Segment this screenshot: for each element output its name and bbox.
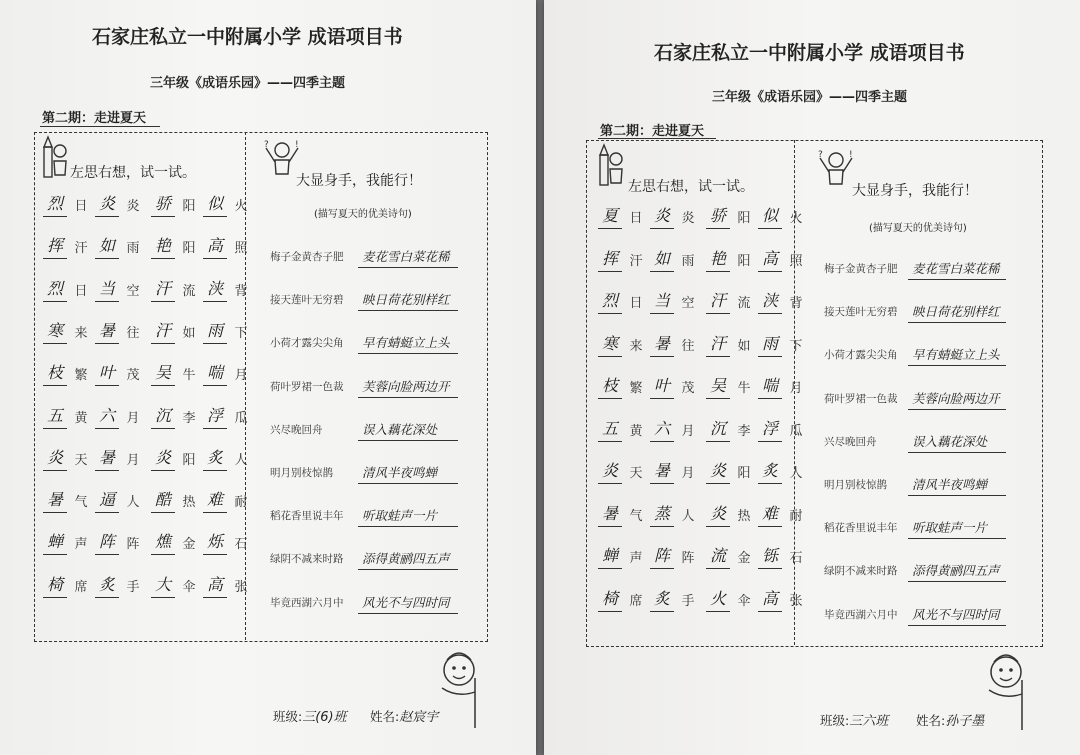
poem-row bbox=[544, 429, 1080, 453]
handwritten-char: 沉 bbox=[709, 418, 726, 438]
handwritten-char: 汗 bbox=[154, 278, 171, 298]
poem-answer: 听取蛙声一片 bbox=[362, 508, 438, 524]
poem-answer: 误入藕花深处 bbox=[912, 433, 988, 449]
handwritten-char: 骄 bbox=[709, 206, 726, 225]
handwritten-char: 烁 bbox=[206, 532, 223, 552]
printed-char: 茂 bbox=[126, 368, 140, 384]
printed-char: 月 bbox=[126, 452, 140, 468]
printed-char: 繁 bbox=[629, 381, 643, 396]
poem-underline bbox=[358, 397, 458, 398]
poem-first-line: 接天莲叶无穷碧 bbox=[824, 306, 898, 319]
poem-row bbox=[544, 602, 1080, 626]
poem-row bbox=[0, 503, 536, 527]
handwritten-char: 挥 bbox=[46, 236, 63, 256]
printed-char: 手 bbox=[126, 579, 140, 595]
printed-char: 人 bbox=[126, 495, 140, 511]
handwritten-char: 暑 bbox=[98, 447, 115, 467]
printed-char: 如 bbox=[737, 338, 751, 354]
handwritten-char: 叶 bbox=[98, 363, 115, 383]
printed-char: 月 bbox=[126, 410, 140, 426]
page-subtitle: 三年级《成语乐园》——四季主题 bbox=[712, 90, 908, 105]
handwritten-char: 挥 bbox=[601, 248, 618, 268]
poem-underline bbox=[358, 353, 458, 354]
printed-char: 手 bbox=[681, 593, 695, 609]
handwritten-char: 炎 bbox=[709, 461, 726, 480]
handwritten-char: 暑 bbox=[46, 490, 63, 510]
handwritten-char: 喘 bbox=[761, 376, 778, 395]
printed-char: 流 bbox=[182, 283, 196, 299]
poem-row bbox=[0, 546, 536, 570]
period-underline bbox=[598, 138, 716, 139]
pencil-kid-icon bbox=[40, 135, 70, 183]
handwritten-char: 炎 bbox=[98, 194, 115, 213]
handwritten-char: 汗 bbox=[154, 320, 171, 340]
poem-first-line: 小荷才露尖尖角 bbox=[824, 349, 898, 362]
printed-char: 李 bbox=[737, 423, 751, 439]
handwritten-char: 高 bbox=[761, 248, 778, 268]
poem-answer: 添得黄鹂四五声 bbox=[912, 563, 1000, 579]
handwritten-char: 叶 bbox=[653, 376, 670, 395]
handwritten-char: 高 bbox=[206, 236, 223, 256]
poem-row bbox=[0, 417, 536, 441]
handwritten-char: 暑 bbox=[601, 503, 618, 523]
handwritten-char: 铄 bbox=[761, 546, 778, 565]
poem-answer: 清风半夜鸣蝉 bbox=[912, 477, 988, 492]
printed-char: 瓜 bbox=[234, 410, 248, 426]
poem-underline bbox=[358, 310, 458, 311]
handwritten-char: 夏 bbox=[601, 206, 618, 225]
printed-char: 空 bbox=[681, 296, 695, 311]
right-section-subheading: (描写夏天的优美诗句) bbox=[869, 223, 967, 234]
handwritten-char: 炎 bbox=[154, 447, 171, 467]
handwritten-char: 吴 bbox=[709, 376, 726, 395]
handwritten-char: 炎 bbox=[653, 206, 670, 225]
poem-answer: 添得黄鹂四五声 bbox=[362, 551, 450, 567]
printed-char: 照 bbox=[234, 241, 248, 257]
class-field bbox=[273, 706, 347, 725]
printed-char: 来 bbox=[629, 338, 643, 354]
printed-char: 阳 bbox=[182, 241, 196, 257]
printed-char: 伞 bbox=[737, 593, 751, 609]
printed-char: 人 bbox=[789, 466, 803, 481]
right-section-subheading: (描写夏天的优美诗句) bbox=[314, 209, 412, 220]
handwritten-char: 逼 bbox=[98, 490, 115, 510]
handwritten-char: 炙 bbox=[761, 461, 778, 480]
period-label: 第二期：走进夏天 bbox=[600, 124, 705, 139]
poem-first-line: 稻花香里说丰年 bbox=[270, 510, 344, 523]
handwritten-char: 难 bbox=[761, 503, 778, 523]
handwritten-char: 暑 bbox=[653, 461, 670, 480]
handwritten-char: 当 bbox=[98, 278, 115, 298]
handwritten-char: 骄 bbox=[154, 194, 171, 213]
poem-row bbox=[0, 244, 536, 268]
handwritten-char: 浃 bbox=[761, 291, 778, 310]
poem-underline bbox=[908, 452, 1006, 453]
answer-underline bbox=[203, 216, 227, 217]
svg-text:?: ? bbox=[264, 140, 269, 150]
printed-char: 热 bbox=[737, 508, 751, 524]
poem-underline bbox=[908, 279, 1006, 280]
class-value: 三(6)班 bbox=[302, 710, 347, 725]
handwritten-char: 烈 bbox=[46, 194, 63, 213]
printed-char: 如 bbox=[182, 325, 196, 341]
handwritten-char: 似 bbox=[761, 206, 778, 225]
printed-char: 人 bbox=[234, 452, 248, 468]
printed-char: 金 bbox=[737, 551, 751, 566]
poem-answer: 早有蜻蜓立上头 bbox=[362, 335, 450, 351]
printed-char: 汗 bbox=[629, 253, 643, 269]
printed-char: 火 bbox=[789, 211, 803, 226]
worksheet-right bbox=[544, 0, 1080, 755]
poem-underline bbox=[908, 322, 1006, 323]
handwritten-char: 艳 bbox=[154, 236, 171, 256]
answer-underline bbox=[650, 228, 674, 229]
peeking-kid-icon bbox=[984, 650, 1034, 730]
printed-char: 李 bbox=[182, 410, 196, 426]
handwritten-char: 烈 bbox=[46, 278, 63, 298]
poem-underline bbox=[358, 526, 458, 527]
poem-underline bbox=[908, 365, 1006, 366]
handwritten-char: 枝 bbox=[46, 363, 63, 383]
printed-char: 阳 bbox=[182, 199, 196, 214]
handwritten-char: 寒 bbox=[46, 320, 63, 340]
handwritten-char: 如 bbox=[653, 248, 670, 268]
poem-underline bbox=[358, 569, 458, 570]
poem-first-line: 兴尽晚回舟 bbox=[270, 423, 323, 436]
poem-answer: 映日荷花别样红 bbox=[362, 292, 450, 308]
poem-answer: 风光不与四时同 bbox=[912, 606, 1000, 622]
handwritten-char: 喘 bbox=[206, 363, 223, 383]
handwritten-char: 蒸 bbox=[653, 503, 670, 523]
poem-first-line: 荷叶罗裙一色裁 bbox=[824, 392, 898, 405]
poem-underline bbox=[358, 440, 458, 441]
printed-char: 汗 bbox=[74, 241, 88, 257]
poem-first-line: 接天莲叶无穷碧 bbox=[270, 294, 344, 307]
left-section-heading: 左思右想，试一试。 bbox=[70, 165, 196, 181]
poem-first-line: 兴尽晚回舟 bbox=[824, 435, 877, 448]
printed-char: 声 bbox=[74, 537, 88, 553]
handwritten-char: 六 bbox=[98, 405, 115, 425]
printed-char: 阳 bbox=[737, 253, 751, 269]
printed-char: 照 bbox=[789, 253, 803, 269]
handwritten-char: 蝉 bbox=[46, 532, 63, 552]
handwritten-char: 椅 bbox=[46, 574, 63, 594]
printed-char: 热 bbox=[182, 495, 196, 511]
poem-underline bbox=[358, 613, 458, 614]
poem-underline bbox=[908, 581, 1006, 582]
handwritten-char: 蝉 bbox=[601, 546, 618, 565]
printed-char: 耐 bbox=[789, 508, 803, 524]
printed-char: 阵 bbox=[126, 537, 140, 553]
handwritten-char: 如 bbox=[98, 236, 115, 256]
cheering-kid-icon bbox=[816, 148, 856, 188]
printed-char: 雨 bbox=[681, 253, 695, 269]
poem-first-line: 绿阴不减来时路 bbox=[824, 565, 898, 578]
handwritten-char: 高 bbox=[206, 574, 223, 594]
idiom-row bbox=[599, 205, 813, 229]
printed-char: 背 bbox=[789, 296, 803, 311]
printed-char: 下 bbox=[234, 325, 248, 341]
handwritten-char: 沉 bbox=[154, 405, 171, 425]
printed-char: 往 bbox=[681, 338, 695, 354]
printed-char: 张 bbox=[789, 593, 803, 609]
period-label: 第二期：走进夏天 bbox=[42, 111, 147, 126]
handwritten-char: 炎 bbox=[601, 461, 618, 480]
answer-underline bbox=[706, 228, 730, 229]
left-section-heading: 左思右想，试一试。 bbox=[628, 179, 754, 195]
poem-row bbox=[544, 386, 1080, 410]
printed-char: 日 bbox=[629, 211, 643, 226]
page-title: 石家庄私立一中附属小学 成语项目书 bbox=[92, 26, 403, 48]
poem-first-line: 毕竟西湖六月中 bbox=[270, 596, 344, 609]
poem-first-line: 梅子金黄杏子肥 bbox=[270, 251, 344, 263]
printed-char: 茂 bbox=[681, 381, 695, 396]
printed-char: 席 bbox=[629, 593, 643, 609]
handwritten-char: 枝 bbox=[601, 376, 618, 395]
handwritten-char: 汗 bbox=[709, 333, 726, 353]
poem-answer: 清风半夜鸣蝉 bbox=[362, 465, 438, 480]
printed-char: 石 bbox=[234, 537, 248, 553]
handwritten-char: 浃 bbox=[206, 278, 223, 298]
handwritten-char: 雨 bbox=[761, 333, 778, 353]
printed-char: 牛 bbox=[182, 368, 196, 384]
printed-char: 往 bbox=[126, 325, 140, 341]
handwritten-char: 雨 bbox=[206, 320, 223, 340]
handwritten-char: 寒 bbox=[601, 333, 618, 353]
period-underline bbox=[40, 126, 160, 127]
poem-row bbox=[0, 287, 536, 311]
poem-row bbox=[544, 256, 1080, 280]
idiom-row bbox=[44, 193, 258, 217]
handwritten-char: 炙 bbox=[653, 588, 670, 608]
printed-char: 黄 bbox=[74, 410, 88, 426]
name-field bbox=[370, 706, 438, 725]
peeking-kid-icon bbox=[437, 648, 487, 728]
handwritten-char: 阵 bbox=[653, 546, 670, 565]
right-section-heading: 大显身手，我能行！ bbox=[852, 183, 978, 199]
svg-text:!: ! bbox=[295, 140, 299, 150]
handwritten-char: 高 bbox=[761, 588, 778, 608]
printed-char: 日 bbox=[74, 199, 88, 214]
poem-underline bbox=[358, 483, 458, 484]
pencil-kid-icon bbox=[596, 143, 626, 191]
printed-char: 流 bbox=[737, 296, 751, 311]
name-value: 赵宸宇 bbox=[399, 710, 439, 725]
handwritten-char: 似 bbox=[206, 194, 223, 213]
answer-underline bbox=[598, 228, 622, 229]
poem-first-line: 梅子金黄杏子肥 bbox=[824, 263, 898, 275]
svg-text:!: ! bbox=[849, 150, 853, 160]
svg-text:?: ? bbox=[818, 150, 823, 160]
poem-first-line: 小荷才露尖尖角 bbox=[270, 337, 344, 350]
worksheet-left bbox=[0, 0, 536, 755]
printed-char: 天 bbox=[74, 452, 88, 468]
page-subtitle: 三年级《成语乐园》——四季主题 bbox=[150, 76, 346, 91]
printed-char: 月 bbox=[789, 381, 803, 396]
printed-char: 人 bbox=[681, 508, 695, 524]
poem-first-line: 稻花香里说丰年 bbox=[824, 522, 898, 535]
handwritten-char: 阵 bbox=[98, 532, 115, 552]
handwritten-char: 六 bbox=[653, 418, 670, 438]
poem-underline bbox=[358, 267, 458, 268]
name-value: 孙子墨 bbox=[945, 714, 985, 729]
poem-underline bbox=[908, 538, 1006, 539]
class-label: 班级: bbox=[820, 713, 850, 728]
handwritten-char: 暑 bbox=[653, 333, 670, 353]
class-value: 三六班 bbox=[849, 714, 889, 729]
handwritten-char: 浮 bbox=[761, 418, 778, 438]
handwritten-char: 难 bbox=[206, 490, 223, 510]
poem-answer: 麦花雪白菜花稀 bbox=[912, 261, 1000, 276]
poem-first-line: 毕竟西湖六月中 bbox=[824, 608, 898, 621]
printed-char: 下 bbox=[789, 338, 803, 354]
poem-answer: 芙蓉向脸两边开 bbox=[362, 378, 450, 394]
poem-first-line: 荷叶罗裙一色裁 bbox=[270, 380, 344, 393]
poem-row bbox=[544, 299, 1080, 323]
printed-char: 伞 bbox=[182, 579, 196, 595]
printed-char: 月 bbox=[681, 423, 695, 439]
printed-char: 炎 bbox=[681, 211, 695, 226]
printed-char: 瓜 bbox=[789, 423, 803, 439]
poem-underline bbox=[908, 625, 1006, 626]
right-section-heading: 大显身手，我能行！ bbox=[296, 173, 422, 189]
printed-char: 繁 bbox=[74, 368, 88, 384]
printed-char: 天 bbox=[629, 466, 643, 481]
printed-char: 席 bbox=[74, 579, 88, 595]
poem-answer: 听取蛙声一片 bbox=[912, 520, 988, 536]
printed-char: 气 bbox=[74, 495, 88, 511]
printed-char: 声 bbox=[629, 551, 643, 566]
class-label: 班级: bbox=[273, 709, 303, 724]
class-field bbox=[820, 710, 888, 729]
answer-underline bbox=[758, 228, 782, 229]
printed-char: 来 bbox=[74, 325, 88, 341]
handwritten-char: 烈 bbox=[601, 291, 618, 310]
printed-char: 日 bbox=[629, 296, 643, 311]
handwritten-char: 炎 bbox=[709, 503, 726, 523]
printed-char: 空 bbox=[126, 283, 140, 299]
poem-answer: 风光不与四时同 bbox=[362, 594, 450, 610]
answer-underline bbox=[151, 216, 175, 217]
page-title: 石家庄私立一中附属小学 成语项目书 bbox=[654, 42, 965, 64]
poem-answer: 映日荷花别样红 bbox=[912, 304, 1000, 320]
handwritten-char: 流 bbox=[709, 546, 726, 565]
handwritten-char: 炎 bbox=[46, 447, 63, 467]
handwritten-char: 五 bbox=[46, 405, 63, 425]
poem-underline bbox=[908, 409, 1006, 410]
printed-char: 炎 bbox=[126, 199, 140, 214]
printed-char: 火 bbox=[234, 199, 248, 214]
poem-row bbox=[0, 460, 536, 484]
poem-underline bbox=[908, 495, 1006, 496]
printed-char: 雨 bbox=[126, 241, 140, 257]
poem-answer: 早有蜻蜓立上头 bbox=[912, 347, 1000, 363]
handwritten-char: 酷 bbox=[154, 490, 171, 510]
answer-underline bbox=[43, 216, 67, 217]
printed-char: 气 bbox=[629, 508, 643, 524]
printed-char: 金 bbox=[182, 537, 196, 553]
answer-underline bbox=[95, 216, 119, 217]
handwritten-char: 吴 bbox=[154, 363, 171, 383]
handwritten-char: 炙 bbox=[98, 574, 115, 594]
printed-char: 阳 bbox=[182, 452, 196, 468]
handwritten-char: 椅 bbox=[601, 588, 618, 608]
printed-char: 张 bbox=[234, 579, 248, 595]
poem-answer: 误入藕花深处 bbox=[362, 421, 438, 437]
poem-row bbox=[544, 515, 1080, 539]
printed-char: 日 bbox=[74, 283, 88, 299]
handwritten-char: 暑 bbox=[98, 320, 115, 340]
handwritten-char: 当 bbox=[653, 291, 670, 310]
poem-row bbox=[544, 472, 1080, 496]
poem-row bbox=[0, 374, 536, 398]
poem-answer: 芙蓉向脸两边开 bbox=[912, 390, 1000, 406]
handwritten-char: 燋 bbox=[154, 532, 171, 552]
poem-row bbox=[0, 590, 536, 614]
handwritten-char: 五 bbox=[601, 418, 618, 438]
poem-row bbox=[544, 342, 1080, 366]
handwritten-char: 汗 bbox=[709, 291, 726, 310]
printed-char: 月 bbox=[681, 466, 695, 481]
handwritten-char: 火 bbox=[709, 588, 726, 608]
poem-row bbox=[544, 558, 1080, 582]
poem-first-line: 绿阴不减来时路 bbox=[270, 553, 344, 566]
printed-char: 黄 bbox=[629, 423, 643, 439]
name-label: 姓名: bbox=[916, 713, 946, 728]
name-label: 姓名: bbox=[370, 709, 400, 724]
poem-first-line: 明月别枝惊鹊 bbox=[270, 467, 333, 479]
name-field bbox=[916, 710, 984, 729]
printed-char: 阳 bbox=[737, 466, 751, 481]
printed-char: 背 bbox=[234, 283, 248, 299]
printed-char: 牛 bbox=[737, 381, 751, 396]
printed-char: 阳 bbox=[737, 211, 751, 226]
handwritten-char: 浮 bbox=[206, 405, 223, 425]
handwritten-char: 艳 bbox=[709, 248, 726, 268]
poem-row bbox=[0, 330, 536, 354]
poem-answer: 麦花雪白菜花稀 bbox=[362, 249, 450, 264]
printed-char: 阵 bbox=[681, 551, 695, 566]
poem-first-line: 明月别枝惊鹊 bbox=[824, 479, 887, 491]
printed-char: 耐 bbox=[234, 495, 248, 511]
handwritten-char: 炙 bbox=[206, 447, 223, 467]
printed-char: 石 bbox=[789, 551, 803, 566]
printed-char: 月 bbox=[234, 368, 248, 384]
handwritten-char: 大 bbox=[154, 574, 171, 594]
